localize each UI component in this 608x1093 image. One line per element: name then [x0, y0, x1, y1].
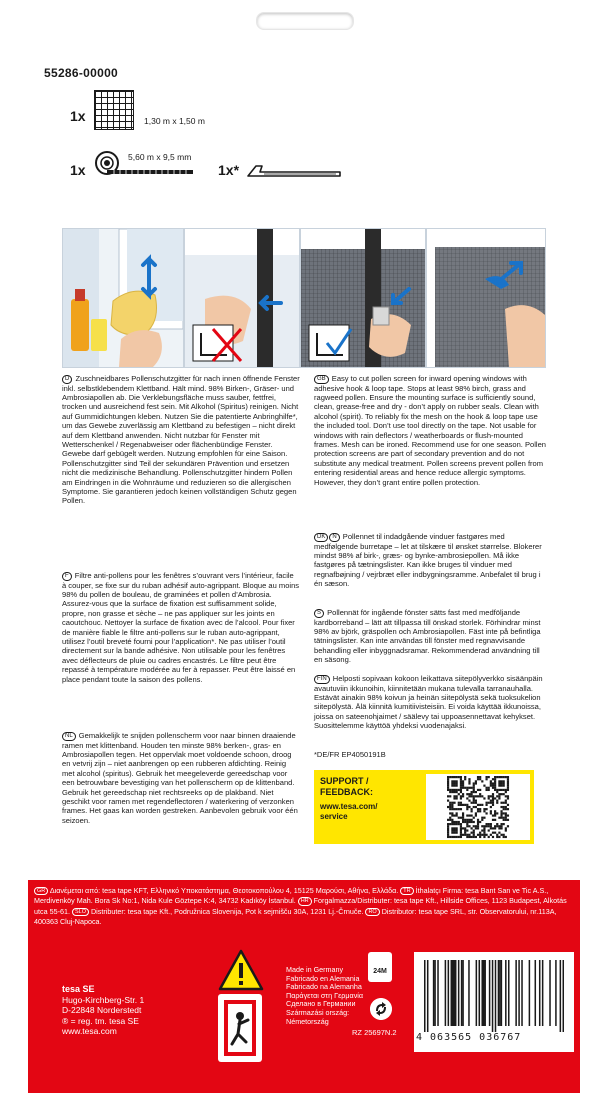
- lang-code-n: N: [329, 533, 339, 542]
- lang-code-se: S: [314, 609, 324, 618]
- period-after-opening-label: 24M: [373, 968, 387, 975]
- instructions-fin: [314, 674, 546, 731]
- lang-code-tr: TR: [400, 887, 413, 896]
- instructions-se-text: Pollennät för ingående fönster sätts fast med medföljande kardborreband – lätt att tillpassa till önskad storlek. Förhindrar minst 98% av björk, gräspollen och Ambrosiapollen. Fäst inte på befintliga tätningslister. Kan inte användas till fönster med regnavvisande behandling eller inbyggnadsramar. Rekommenderad användning till en säsong.: [314, 608, 541, 665]
- made-in-hu-2: Németország: [286, 1016, 329, 1026]
- made-in-es: Fabricado en Alemania: [286, 973, 360, 983]
- lang-code-gr: GR: [34, 887, 48, 896]
- support-box: [314, 770, 534, 844]
- made-in-ru: Сделано в Германии: [286, 999, 356, 1009]
- company-web[interactable]: www.tesa.com: [62, 1026, 117, 1037]
- instructions-fin-text: Helposti sopivaan kokoon leikattava siitepölyverkko sisäänpäin avautuviin ikkunoihin, kiinnitetään mukana tulevalla tarranauhalla. Estävät ainakin 98% koivun ja heinän siitepölystä sekä tuoksukelion siitepölystä. Älä kiinnitä kumitiivisteisiin. Ei voida käyttää ikkunoissa, joissa on sateenohjaimet / säälevy tai uppoasennettavat kehykset. Suosittelemme käyttöä yhdeksi vuodenajaksi.: [314, 674, 543, 731]
- alcohol-bottle: [71, 299, 89, 351]
- distributor-hr: Forgalmazza/Distributer: tesa tape Kft., Hillside Offices, 1123 Budapest, Alkotás utca 55-61.: [34, 896, 567, 916]
- instructions-gb-text: Easy to cut pollen screen for inward opening windows with adhesive hook & loop tape. Stops at least 98% birch, grass and ragweed pollen. Ensure the mounting surface is sufficiently sound, clean, grease-free and dry - don’t apply on rubber seals. Clean with alcohol (spirit). To reliably fix the mesh on the hook & loop tape use the included tool. Don’t use tool directly on the tape. Not usable for windows with rain deflectors / weatherboards or flush-mounted frames. Mesh can be ironed. Recommend use for one season. Pollen protection screens are part of secondary prevention and do not substitute any medical treatment. Pollen screens prevent pollen from entering residential areas and hence reduce allergic symptoms. However, they don’t grant entire pollen protection.: [314, 374, 546, 487]
- lang-code-hr: HR: [298, 897, 312, 906]
- instructions-se: [314, 608, 546, 665]
- lang-code-fin: FIN: [314, 675, 330, 684]
- patent-note: *DE/FR EP4050191B: [314, 750, 386, 759]
- barcode-digits: 4 063565 036767: [416, 1032, 522, 1043]
- instructions-dk-text: Pollennet til indadgående vinduer fastgøres med medfølgende burretape – let at tilskære til ønsket størrelse. Blokerer mindst 98% af birk-, græs- og bynke-ambrosiepollen. Må ikke fastgøres på tætningslister. Kan ikke bruges til vinduer med regnafbøjning / vejrbræt eller indbygningsramme. Anbefalet til brug i én sæson.: [314, 532, 542, 589]
- company-address: [62, 984, 144, 1037]
- instructions-fr: [62, 571, 300, 684]
- made-in-block: [286, 966, 363, 1026]
- barcode-bars: [424, 960, 564, 1032]
- article-number: 55286-00000: [44, 66, 119, 80]
- tape-size: 5,60 m x 9,5 mm: [128, 152, 192, 162]
- distributor-tr: İthalatçı Firma: tesa Bant San ve Tic A.S., Merdivenköy Mah. Bora Sk No:1, Nida Kule Göztepe K:4, 34732 Kadıköy İstanbul.: [34, 886, 549, 906]
- distributor-ro: Distributor: tesa tape SRL, str. Observatorului, nr.113A, 400363 Cluj-Napoca.: [34, 906, 557, 927]
- qr-code[interactable]: [426, 774, 530, 840]
- warning-icon: [218, 948, 264, 992]
- lang-code-dk: DK: [314, 533, 328, 542]
- distributor-info: [34, 886, 574, 928]
- lang-code-gb: GB: [314, 375, 329, 384]
- made-in-pt: Fabricado na Alemanha: [286, 982, 362, 992]
- lang-code-slo: SLO: [72, 908, 89, 917]
- instructions-nl-text: Gemakkelijk te snijden pollenscherm voor naar binnen draaiende ramen met klittenband. Houden ten minste 98% berken-, gras- en Ambrosiapollen tegen. Het oppervlak moet voldoende schoon, droog en vetvrij zijn – niet aanbrengen op een rubberen afdichting. Reinig met alcohol (spiritus). Gebruik het meegeleverde gereedschap voor een betrouwbare bevestiging van het pollenscherm op de klittenband. Gebruik het gereedschap niet rechtsreeks op de plakband. Niet geschikt voor ramen met regendeflectoren / waterkering of verzonken frames. Het gaas kan worden gestreken. Aanbevolen gebruik voor één seizoen.: [62, 731, 298, 825]
- barcode: [414, 952, 574, 1052]
- mesh-icon: [94, 90, 134, 130]
- illustration-finished-screen: [426, 228, 546, 368]
- lang-code-fr: F: [62, 572, 72, 581]
- distributor-slo: Distributer: tesa tape Kft., Podružnica Slovenija, Pot k sejmišču 30A, 1231 Lj.-Črnuče.: [90, 906, 364, 916]
- period-after-opening-icon: [368, 952, 392, 982]
- recycle-icon: [370, 998, 392, 1020]
- company-trademark: ® = reg. tm. tesa SE: [62, 1015, 139, 1026]
- instructions-gb: [314, 374, 546, 487]
- mesh-qty: 1x: [70, 108, 86, 124]
- company-street: Hugo-Kirchberg-Str. 1: [62, 994, 145, 1005]
- instructions-fr-text: Filtre anti-pollens pour les fenêtres s’ouvrant vers l’intérieur, facile à couper, se fixe sur du ruban adhésif auto-agrippant. Bloque au moins 98% du pollen de bouleau, de graminées et pollen d’Ambrosia. Assurez-vous que la surface de fixation est suffisamment solide, propre, non grasse et sèche – ne pas appliquer sur les joints en caoutchouc. Nettoyer la surface de fixation avec de l’alcool. Pour fixer de manière fiable le filtre anti-pollens sur le ruban auto-agrippant, utilisez l’outil breveté fourni pour l’application*. Ne pas utiliser l’outil directement sur la bande adhésive. Non utilisable pour les fenêtres avec déflecteurs de pluie ou cadres encastrés. Le filtre peut être repassé à température modérée au fer à repasser. Peut être laissé en place pendant toute la saison des pollens.: [62, 571, 300, 684]
- lang-code-nl: NL: [62, 732, 76, 741]
- lang-code-ro: RO: [365, 908, 379, 917]
- illustration-clean-frame: [62, 228, 184, 368]
- reference-code: RZ 25697N.2: [352, 1028, 397, 1037]
- company-city: D-22848 Norderstedt: [62, 1005, 142, 1016]
- support-label: SUPPORT / FEEDBACK:: [320, 776, 373, 797]
- window-safety-icon: [216, 990, 264, 1066]
- company-name: tesa SE: [62, 984, 95, 994]
- instructions-dk: [314, 532, 546, 589]
- mesh-size: 1,30 m x 1,50 m: [144, 116, 205, 126]
- lang-code-de: D: [62, 375, 72, 384]
- instructions-de: [62, 374, 300, 506]
- distributor-gr: Διανέμεται από: tesa tape KFT, Ελληνικό Υποκατάστημα, Θεοτοκοπούλου 4, 15125 Μαρούσι, Αθήνα, Ελλάδα.: [49, 886, 399, 895]
- illustration-press-mesh: [300, 228, 426, 368]
- illustration-no-tool-on-tape: [184, 228, 300, 368]
- hang-hole: [256, 12, 354, 30]
- made-in-hu-1: Származási ország:: [286, 1007, 350, 1017]
- tool-qty: 1x*: [218, 162, 240, 178]
- made-in-de: Made in Germany: [286, 965, 344, 974]
- instructions-nl: [62, 731, 300, 825]
- hang-tab: [0, 0, 608, 44]
- mounting-tool-icon: [246, 158, 342, 180]
- made-in-gr: Παράγεται στη Γερμανία: [286, 990, 364, 1000]
- support-url[interactable]: www.tesa.com/ service: [320, 802, 378, 821]
- tape-qty: 1x: [70, 162, 86, 178]
- instructions-de-text: Zuschneidbares Pollenschutzgitter für nach innen öffnende Fenster inkl. selbstklebendem Klettband. Hält mind. 98% Birken-, Gräser- und Ambrosiapollen ab. Die Verklebungsfläche muss sauber, fettfrei, trocken und ausreichend fest sein. Mit Alkohol (Spiritus) reinigen. Nicht auf Gummidichtungen kleben. Nutzen Sie die patentierte Anbringhilfe*, um das Gewebe zuverlässig am Klettband zu befestigen – nicht direkt auf dem Klettband anwenden. Nicht nutzbar für Fenster mit Wetterschenkel / Regenabweiser oder flächenbündige Fenster. Gewebe darf gebügelt werden. Nutzung empfohlen für eine Saison. Pollenschutzgitter sind Teil der sekundären Prävention und ersetzen nicht die medizinische Behandlung. Pollenschutzgitter hindern Pollen am Eindringen in die Wohnräume und reduzieren so die allergischen Symptome. Sie garantieren jedoch keinen vollständigen Schutz gegen Pollen.: [62, 374, 300, 506]
